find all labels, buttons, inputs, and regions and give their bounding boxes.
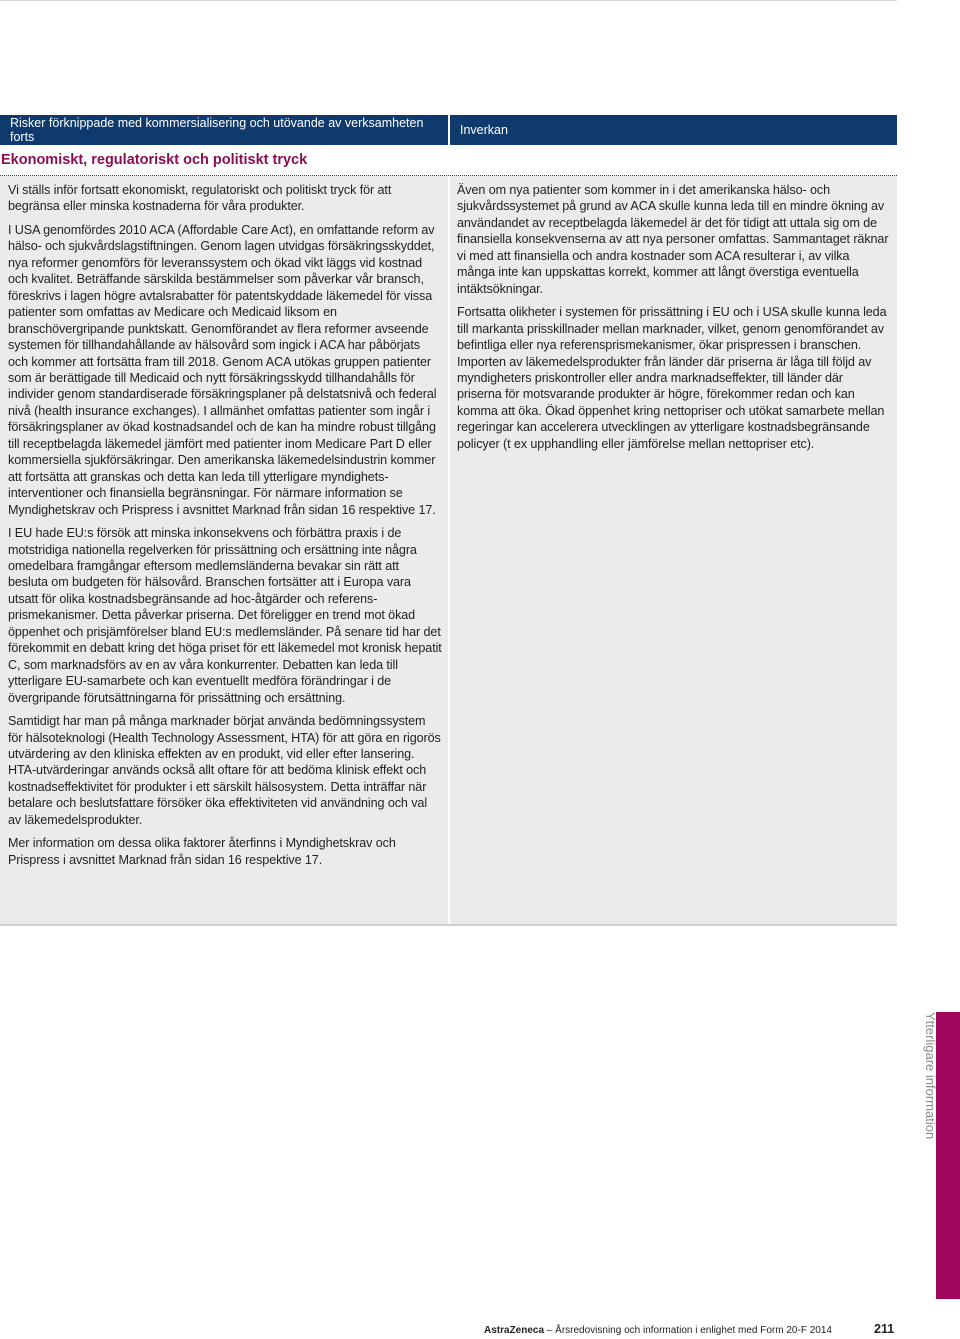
table-bottom-rule — [0, 924, 897, 926]
page-footer — [484, 1325, 832, 1336]
table-header-row — [0, 115, 897, 145]
impact-paragraph: Fortsatta olikheter i systemen för prissättning i EU och i USA skulle kunna leda till markanta prisskillnader mellan marknader, vilket, genom genomförandet av befintliga eller nya referensprismekanismer, ökar prispressen i branschen. Importen av läkemedelsprodukter från länder där priserna är låga till följd av myndigheters priskontroller eller andra marknadseffekter, till länder där priserna för motsvarande produkter är högre, förekommer redan och kan komma att öka. Ökad öppenhet kring nettopriser och utökat samarbete mellan regeringar kan accelerera utvecklingen av ytterligare kostnadsbegränsande policyer (t ex upphandling eller jämförelse mellan nettopriser etc). — [457, 305, 887, 451]
header-risks: Risker förknippade med kommersialisering och utövande av verksamheten forts — [0, 115, 448, 145]
risk-table — [0, 115, 897, 924]
risk-paragraph: Mer information om dessa olika faktorer återfinns i Myndighetskrav och Prispress i avsnittet Marknad från sidan 16 respektive 17. — [8, 836, 396, 867]
section-side-tab — [936, 1012, 960, 1299]
section-title: Ekonomiskt, regulatoriskt och politiskt tryck — [1, 152, 308, 168]
table-body-row — [0, 175, 897, 924]
page-number: 211 — [874, 1322, 895, 1336]
footer-brand: AstraZeneca — [484, 1325, 545, 1336]
risk-description-cell — [0, 176, 448, 924]
section-side-label: Ytterligare information — [923, 1012, 938, 1140]
footer-text: – Årsredovisning och information i enlighet med Form 20-F 2014 — [544, 1325, 832, 1336]
impact-description-cell — [450, 176, 897, 924]
impact-paragraph: Även om nya patienter som kommer in i det amerikanska hälso- och sjukvårdssystemet på grund av ACA skulle kunna leda till en mindre ökning av användandet av receptbelagda läkemedel är det för tidigt att uttala sig om de finansiella konsekvenserna av att nya personer omfattas. Sammantaget räknar vi med att finansiella och andra kostnader som ACA resulterar i, av vilka många inte kan uppskattas korrekt, kommer att långt överstiga eventuella intäktsökningar. — [457, 183, 889, 296]
risk-paragraph: Samtidigt har man på många marknader börjat använda bedömningssystem för hälsoteknologi (Health Technology Assessment, HTA) för att göra en rigorös utvärdering av den kliniska effekten av en produkt, vid eller efter lansering. HTA-utvärderingar används också allt oftare för att bedöma klinisk effekt och kostnadseffektivitet för produkter i ett särskilt hälsosystem. Detta inträffar när betalare och beslutsfattare försöker öka effektiviteten vid användning och val av läkemedelsprodukter. — [8, 714, 441, 827]
risk-paragraph: I USA genomfördes 2010 ACA (Affordable Care Act), en omfattande reform av hälso- och sjukvårdslagstiftningen. Genom lagen utvidgas försäkringsskyddet, nya reformer genomförs för leveranssystem och ökad vikt läggs vid kostnad och kvalitet. Beträffande särskilda bestämmelser som påverkar vår bransch, föreskrivs i lagen högre avtalsrabatter för patentskyddade läkemedel för vissa patienter som omfattas av Medicare och Medicaid liksom en branschövergripande punktskatt. Genomförandet av flera reformer avseende systemen för tillhandahållande av hälsovård som ingick i ACA har påbörjats och kommer att fortsätta fram till 2018. Genom ACA utökas gruppen patienter som är berättigade till Medicaid och nytt försäkringsskydd tillhandahålls för individer genom standardiserade försäkringsplaner på delstatsnivå och federal nivå (health insurance exchanges). I allmänhet omfattas patienter som ingår i försäkringsplaner av ökad kostnadsandel och de kan ha mindre robust tillgång till receptbelagda läkemedel jämfört med patienter inom Medicare Part D eller kommersiella sjukförsäkringar. Den amerikanska läkemedelsindustrin kommer att fortsätta att granskas och detta kan leda till ytterligare myndighetsinterventioner och finansiella begränsningar. För närmare information se Myndighetskrav och Prispress i avsnittet Marknad från sidan 16 respektive 17. — [8, 222, 437, 517]
risk-paragraph: I EU hade EU:s försök att minska inkonsekvens och förbättra praxis i de motstridiga nationella regelverken för prissättning och ersättning inte några omedelbara framgångar eftersom medlemsländerna bevakar sin rätt att besluta om budgeten för hälsovård. Branschen fortsätter att i Europa vara utsatt för olika kostnadsbegränsande ad hoc-åtgärder och referensprismekanismer. Detta påverkar priserna. Det föreligger en trend mot ökad öppenhet och prisjämförelser bland EU:s medlemsländer. På senare tid har det förekommit en debatt kring det höga priset för ett läkemedel mot kronisk hepatit C, som marknadsförs av en av våra konkurrenter. Debatten kan leda till ytterligare EU-samarbete och kan eventuellt medföra förändringar i de övergripande förutsättningarna för prissättning och ersättning. — [8, 526, 442, 705]
top-rule — [0, 0, 897, 1]
risk-paragraph: Vi ställs inför fortsatt ekonomiskt, regulatoriskt och politiskt tryck för att begränsa eller minska kostnaderna för våra produkter. — [8, 183, 392, 214]
header-impact: Inverkan — [450, 115, 897, 145]
